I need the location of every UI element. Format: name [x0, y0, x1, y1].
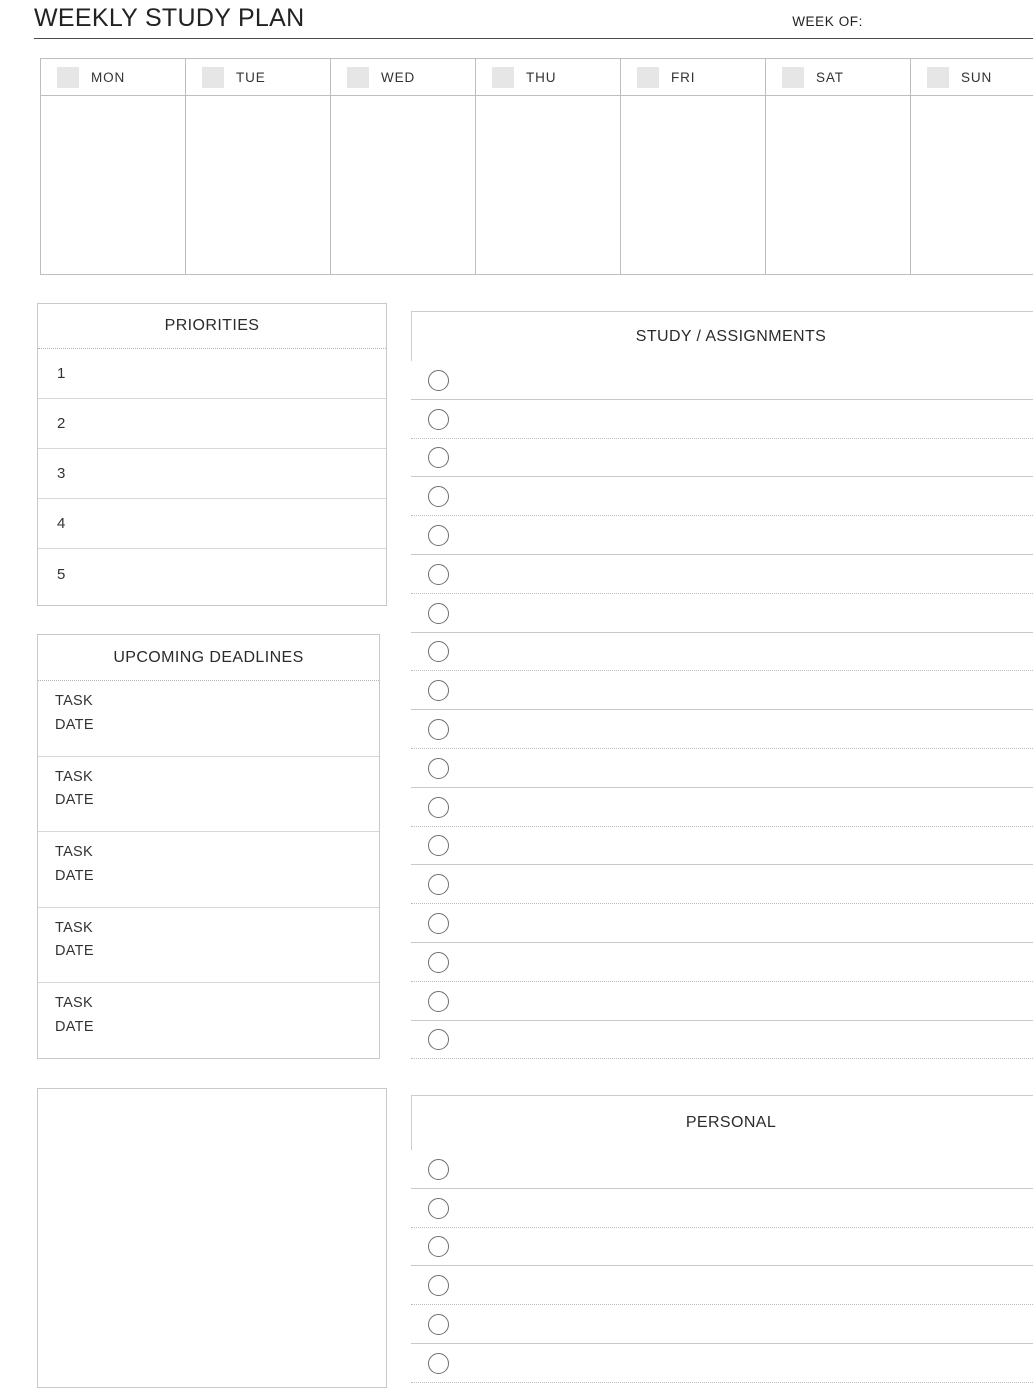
priority-number: 4 [57, 515, 66, 532]
checkbox-circle-icon[interactable] [428, 564, 449, 585]
checkbox-circle-icon[interactable] [428, 797, 449, 818]
notes-box[interactable] [37, 1088, 387, 1388]
personal-rows [411, 1150, 1033, 1383]
study-assignment-row[interactable] [411, 710, 1033, 749]
study-assignment-row[interactable] [411, 865, 1033, 904]
deadline-row[interactable] [38, 757, 379, 833]
deadlines-title: UPCOMING DEADLINES [113, 648, 304, 666]
checkbox-circle-icon[interactable] [428, 913, 449, 934]
day-header [331, 59, 475, 96]
day-column [620, 58, 765, 275]
deadline-task-label: TASK [55, 768, 93, 785]
day-label: SAT [816, 69, 844, 85]
personal-row[interactable] [411, 1305, 1033, 1344]
deadline-row[interactable] [38, 832, 379, 908]
day-header [476, 59, 620, 96]
checkbox-circle-icon[interactable] [428, 525, 449, 546]
checkbox-circle-icon[interactable] [428, 486, 449, 507]
deadline-date-label: DATE [55, 792, 94, 809]
study-assignment-row[interactable] [411, 904, 1033, 943]
deadlines-panel [37, 634, 380, 1059]
week-of-label: WEEK OF: [792, 14, 863, 29]
priority-number: 5 [57, 565, 66, 583]
checkbox-circle-icon[interactable] [428, 447, 449, 468]
day-column [765, 58, 910, 275]
priority-row[interactable] [38, 399, 386, 449]
page-header [0, 0, 1033, 42]
checkbox-circle-icon[interactable] [428, 1029, 449, 1050]
study-assignment-row[interactable] [411, 943, 1033, 982]
checkbox-circle-icon[interactable] [428, 1236, 449, 1257]
day-column [330, 58, 475, 275]
deadlines-rows [38, 681, 379, 1059]
week-grid [40, 58, 1033, 275]
study-assignment-row[interactable] [411, 982, 1033, 1021]
deadline-date-label: DATE [55, 867, 94, 884]
priority-row[interactable] [38, 549, 386, 599]
day-header [766, 59, 910, 96]
deadline-task-label: TASK [55, 919, 93, 936]
day-header [621, 59, 765, 96]
priorities-title: PRIORITIES [164, 317, 260, 334]
day-label: THU [526, 69, 557, 85]
page-title: WEEKLY STUDY PLAN [34, 4, 305, 32]
study-assignment-row[interactable] [411, 439, 1033, 478]
priority-row[interactable] [38, 499, 386, 549]
study-assignment-row[interactable] [411, 477, 1033, 516]
study-assignments-header [411, 311, 1033, 361]
day-notes-area[interactable] [186, 96, 330, 274]
day-column [910, 58, 1033, 275]
day-header [186, 59, 330, 96]
deadline-row[interactable] [38, 681, 379, 757]
day-checkbox-swatch-icon[interactable] [782, 67, 804, 88]
checkbox-circle-icon[interactable] [428, 1198, 449, 1219]
day-notes-area[interactable] [331, 96, 475, 274]
checkbox-circle-icon[interactable] [428, 641, 449, 662]
study-assignment-row[interactable] [411, 555, 1033, 594]
priorities-header [38, 304, 386, 349]
day-checkbox-swatch-icon[interactable] [927, 67, 949, 88]
day-column [185, 58, 330, 275]
day-header [41, 59, 185, 96]
day-checkbox-swatch-icon[interactable] [202, 67, 224, 88]
checkbox-circle-icon[interactable] [428, 1314, 449, 1335]
day-label: FRI [671, 69, 696, 85]
day-notes-area[interactable] [911, 96, 1033, 274]
personal-row[interactable] [411, 1266, 1033, 1305]
day-notes-area[interactable] [476, 96, 620, 274]
priority-number: 2 [57, 415, 66, 432]
personal-title: PERSONAL [685, 1114, 777, 1131]
day-column [40, 58, 185, 275]
priority-number: 1 [57, 365, 66, 382]
deadline-date-label: DATE [55, 943, 94, 960]
write-line [411, 1058, 1033, 1059]
study-assignment-row[interactable] [411, 671, 1033, 710]
study-assignments-title: STUDY / ASSIGNMENTS [635, 327, 827, 345]
deadline-row[interactable] [38, 983, 379, 1059]
deadline-task-label: TASK [55, 995, 93, 1011]
checkbox-circle-icon[interactable] [428, 1353, 449, 1374]
write-line [411, 1382, 1033, 1383]
day-checkbox-swatch-icon[interactable] [347, 67, 369, 88]
personal-row[interactable] [411, 1228, 1033, 1267]
day-label: MON [91, 69, 126, 85]
study-assignment-row[interactable] [411, 594, 1033, 633]
checkbox-circle-icon[interactable] [428, 370, 449, 391]
checkbox-circle-icon[interactable] [428, 409, 449, 430]
deadline-date-label: DATE [55, 716, 94, 733]
priorities-panel [37, 303, 387, 606]
checkbox-circle-icon[interactable] [428, 603, 449, 624]
checkbox-circle-icon[interactable] [428, 719, 449, 740]
checkbox-circle-icon[interactable] [428, 680, 449, 701]
checkbox-circle-icon[interactable] [428, 835, 449, 856]
checkbox-circle-icon[interactable] [428, 952, 449, 973]
day-label: TUE [236, 69, 266, 85]
study-assignments-panel [411, 311, 1033, 1059]
study-assignment-row[interactable] [411, 749, 1033, 788]
study-assignments-rows [411, 361, 1033, 1059]
deadline-date-label: DATE [55, 1018, 94, 1035]
day-checkbox-swatch-icon[interactable] [492, 67, 514, 88]
personal-row[interactable] [411, 1344, 1033, 1383]
checkbox-circle-icon[interactable] [428, 1275, 449, 1296]
day-notes-area[interactable] [621, 96, 765, 274]
checkbox-circle-icon[interactable] [428, 874, 449, 895]
deadline-row[interactable] [38, 908, 379, 984]
header-divider [34, 38, 1033, 39]
personal-panel [411, 1095, 1033, 1394]
day-label: WED [381, 69, 416, 85]
day-label: SUN [961, 69, 993, 85]
study-assignment-row[interactable] [411, 633, 1033, 672]
priority-row[interactable] [38, 349, 386, 399]
deadline-task-label: TASK [55, 693, 93, 709]
day-column [475, 58, 620, 275]
study-assignment-row[interactable] [411, 827, 1033, 866]
deadlines-header [38, 635, 379, 681]
day-header [911, 59, 1033, 96]
day-notes-area[interactable] [41, 96, 185, 274]
day-checkbox-swatch-icon[interactable] [57, 67, 79, 88]
checkbox-circle-icon[interactable] [428, 758, 449, 779]
checkbox-circle-icon[interactable] [428, 991, 449, 1012]
personal-row[interactable] [411, 1189, 1033, 1228]
study-assignment-row[interactable] [411, 516, 1033, 555]
priority-row[interactable] [38, 449, 386, 499]
checkbox-circle-icon[interactable] [428, 1159, 449, 1180]
study-assignment-row[interactable] [411, 361, 1033, 400]
priority-number: 3 [57, 465, 66, 482]
priorities-rows [38, 349, 386, 599]
study-assignment-row[interactable] [411, 788, 1033, 827]
study-assignment-row[interactable] [411, 1021, 1033, 1060]
day-checkbox-swatch-icon[interactable] [637, 67, 659, 88]
deadline-task-label: TASK [55, 844, 93, 860]
personal-header [411, 1095, 1033, 1150]
personal-row[interactable] [411, 1150, 1033, 1189]
study-assignment-row[interactable] [411, 400, 1033, 439]
day-notes-area[interactable] [766, 96, 910, 274]
